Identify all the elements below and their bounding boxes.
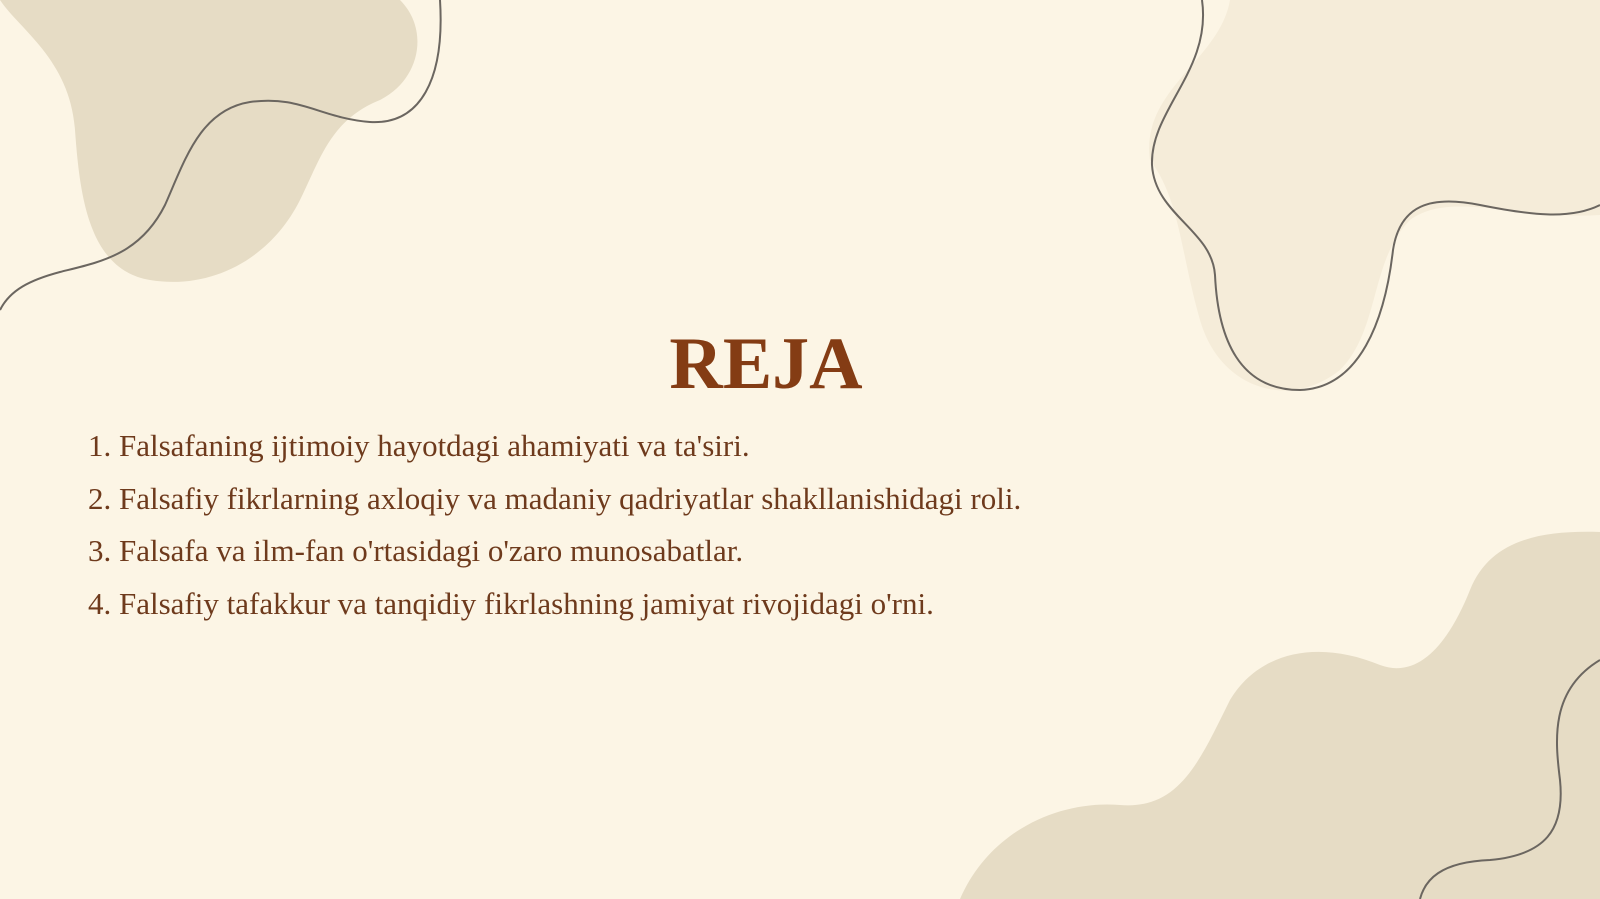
agenda-item: 1. Falsafaning ijtimoiy hayotdagi ahamiyati va ta'siri. xyxy=(88,428,750,463)
agenda-item: 4. Falsafiy tafakkur va tanqidiy fikrlashning jamiyat rivojidagi o'rni. xyxy=(88,585,934,621)
agenda-item: 3. Falsafa va ilm-fan o'rtasidagi o'zaro munosabatlar. xyxy=(88,533,744,568)
slide-title: REJA xyxy=(669,323,863,405)
bottom-right-blob xyxy=(960,532,1600,899)
agenda-item: 2. Falsafiy fikrlarning axloqiy va madaniy qadriyatlar shakllanishidagi roli. xyxy=(88,480,1022,516)
agenda-list xyxy=(88,420,1021,630)
top-left-blob xyxy=(0,0,417,282)
